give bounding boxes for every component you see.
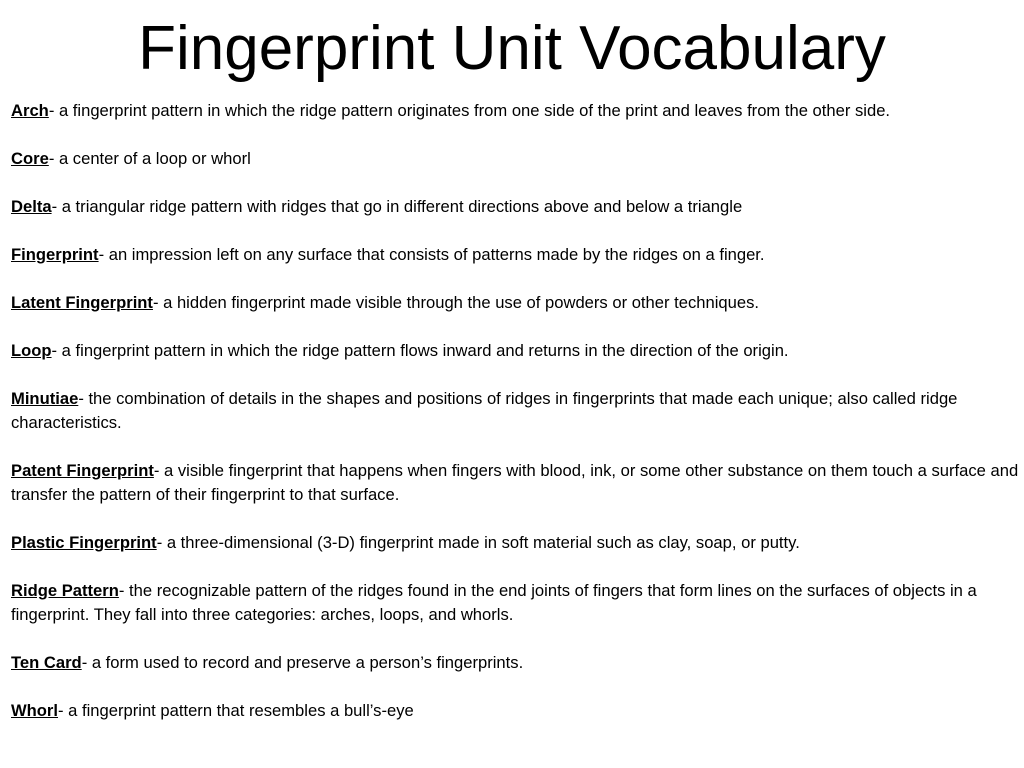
vocab-definition: - a three-dimensional (3-D) fingerprint made in soft material such as clay, soap, or putty. xyxy=(156,533,800,552)
vocab-term: Arch xyxy=(11,101,49,120)
vocab-term: Latent Fingerprint xyxy=(11,293,153,312)
vocab-definition: - a fingerprint pattern in which the ridge pattern flows inward and returns in the direction of the origin. xyxy=(51,341,789,360)
vocab-term: Whorl xyxy=(11,701,59,720)
vocab-term: Loop xyxy=(11,341,52,360)
vocab-entry-loop xyxy=(11,339,1021,363)
vocab-entry-arch xyxy=(11,99,1021,123)
vocab-term: Core xyxy=(11,149,49,168)
vocab-term: Delta xyxy=(11,197,52,216)
vocab-term: Minutiae xyxy=(11,389,79,408)
vocab-definition: - a hidden fingerprint made visible through the use of powders or other techniques. xyxy=(152,293,760,312)
vocab-term: Ridge Pattern xyxy=(11,581,119,600)
vocab-entry-plastic-fingerprint xyxy=(11,531,1021,555)
vocab-entry-fingerprint xyxy=(11,243,1021,267)
vocab-definition: - a fingerprint pattern in which the ridge pattern originates from one side of the print and leaves from the other side. xyxy=(48,101,891,120)
vocab-definition: - a triangular ridge pattern with ridges that go in different directions above and below a triangle xyxy=(51,197,743,216)
vocab-entry-core xyxy=(11,147,1021,171)
vocab-definition: - an impression left on any surface that consists of patterns made by the ridges on a finger. xyxy=(98,245,765,264)
vocab-definition: - the recognizable pattern of the ridges found in the end joints of fingers that form lines on the surfaces of objects in a fingerprint. They fall into three categories: arches, loops, and whorls. xyxy=(11,581,977,624)
vocab-term: Fingerprint xyxy=(11,245,99,264)
page-title: Fingerprint Unit Vocabulary xyxy=(138,14,886,83)
vocab-entry-minutiae xyxy=(11,387,1021,435)
vocab-term: Ten Card xyxy=(11,653,82,672)
vocab-entry-whorl xyxy=(11,699,1021,723)
vocab-entry-ridge-pattern xyxy=(11,579,1021,627)
vocab-term: Plastic Fingerprint xyxy=(11,533,157,552)
vocab-definition: - a form used to record and preserve a person’s fingerprints. xyxy=(81,653,524,672)
vocab-entry-ten-card xyxy=(11,651,1021,675)
vocab-definition: - the combination of details in the shapes and positions of ridges in fingerprints that made each unique; also called ridge characteristics. xyxy=(11,389,958,432)
vocab-entry-patent-fingerprint xyxy=(11,459,1021,507)
vocab-term: Patent Fingerprint xyxy=(11,461,154,480)
vocab-definition: - a fingerprint pattern that resembles a bull’s-eye xyxy=(58,701,414,720)
vocab-definition: - a center of a loop or whorl xyxy=(48,149,251,168)
vocab-definition: - a visible fingerprint that happens when fingers with blood, ink, or some other substance on them touch a surface and transfer the pattern of their fingerprint to that surface. xyxy=(11,461,1019,504)
vocabulary-list xyxy=(11,99,1021,747)
vocab-entry-latent-fingerprint xyxy=(11,291,1021,315)
vocab-entry-delta xyxy=(11,195,1021,219)
